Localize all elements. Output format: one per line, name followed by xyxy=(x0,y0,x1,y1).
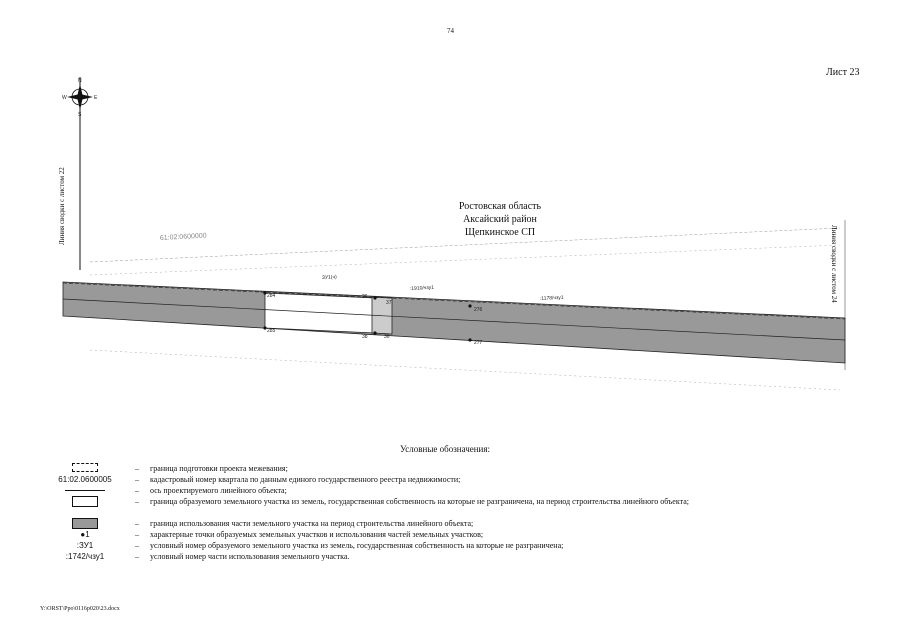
legend-item-parcel: – граница образуемого земельного участка из земель, государственная собственность на которые не разграничена, на период строительства линейного объекта; xyxy=(40,496,820,518)
legend-item-points: ●1 – характерные точки образуемых земельных участков и использования частей земельных участков; xyxy=(80,530,484,539)
zu-symbol: :ЗУ1 xyxy=(76,541,94,550)
cadastral-quarter-label: 61:02:0600000 xyxy=(159,232,207,242)
footer-file-path: Y:\ORST\Ppo\0116p020\23.docx xyxy=(40,606,120,612)
compass-s: S xyxy=(78,112,82,118)
dot-icon: ● xyxy=(80,530,86,539)
parcel-zu1 xyxy=(265,293,375,333)
match-line-left-label: Линия сводки с листом 22 xyxy=(58,167,66,245)
region-line-2: Аксайский район xyxy=(463,214,537,225)
part-symbol: :1742/чзу1 xyxy=(65,552,105,561)
parcel-label-2: :1178/чзу1 xyxy=(539,294,564,302)
legend-title: Условные обозначения: xyxy=(400,444,491,454)
label-285: 285 xyxy=(267,328,276,334)
point-38 xyxy=(373,331,376,334)
gray-rect-symbol xyxy=(72,518,98,529)
legend xyxy=(40,463,820,562)
region-line-3: Щепкинское СП xyxy=(464,227,536,238)
compass-icon xyxy=(62,77,98,270)
region-line-1: Ростовская область xyxy=(458,201,542,212)
compass-e: E xyxy=(94,95,98,101)
label-26: 26 xyxy=(362,294,368,300)
compass-w: W xyxy=(62,95,67,101)
label-38: 38 xyxy=(362,334,368,340)
survey-line-2 xyxy=(90,245,840,275)
match-line-right-label: Линия сводки с листом 24 xyxy=(830,225,838,303)
page-number: 74 xyxy=(447,27,454,35)
legend-item-part: :1742/чзу1 – условный номер части использования земельного участка. xyxy=(40,551,820,562)
axis-line-symbol xyxy=(65,490,105,491)
use-area-band xyxy=(63,282,845,363)
cadastral-symbol: 61:02.0600005 xyxy=(58,475,112,484)
label-276: 276 xyxy=(474,307,483,313)
label-277: 277 xyxy=(474,340,483,346)
legend-item-use-area: – граница использования части земельного участка на период строительства линейного объекта; xyxy=(40,518,820,529)
legend-item-zu: :ЗУ1 – условный номер образуемого земельного участка из земель, государственная собственность на которые не разграничена; xyxy=(40,540,820,551)
region-label xyxy=(420,200,580,239)
dashed-rect-symbol xyxy=(72,463,98,472)
parcel-label-1: :1910/чзу1 xyxy=(409,284,435,292)
label-36: 36 xyxy=(384,334,390,340)
point-277 xyxy=(468,338,471,341)
legend-item-axis: – ось проектируемого линейного объекта; xyxy=(40,485,820,496)
point-276 xyxy=(468,304,471,307)
white-rect-symbol xyxy=(72,496,98,507)
label-284: 284 xyxy=(267,293,276,299)
point-37 xyxy=(373,296,376,299)
label-37: 37 xyxy=(386,300,392,306)
legend-item-cadastral: 61:02.0600005 – кадастровый номер квартала по данным единого государственного реестра недвижимости; xyxy=(40,474,820,485)
legend-item-boundary: – граница подготовки проекта межевания; xyxy=(40,463,820,474)
compass-n: N xyxy=(78,78,82,84)
zu-label: ЗУ1(ч) xyxy=(321,274,337,281)
sheet-label: Лист 23 xyxy=(826,67,860,78)
